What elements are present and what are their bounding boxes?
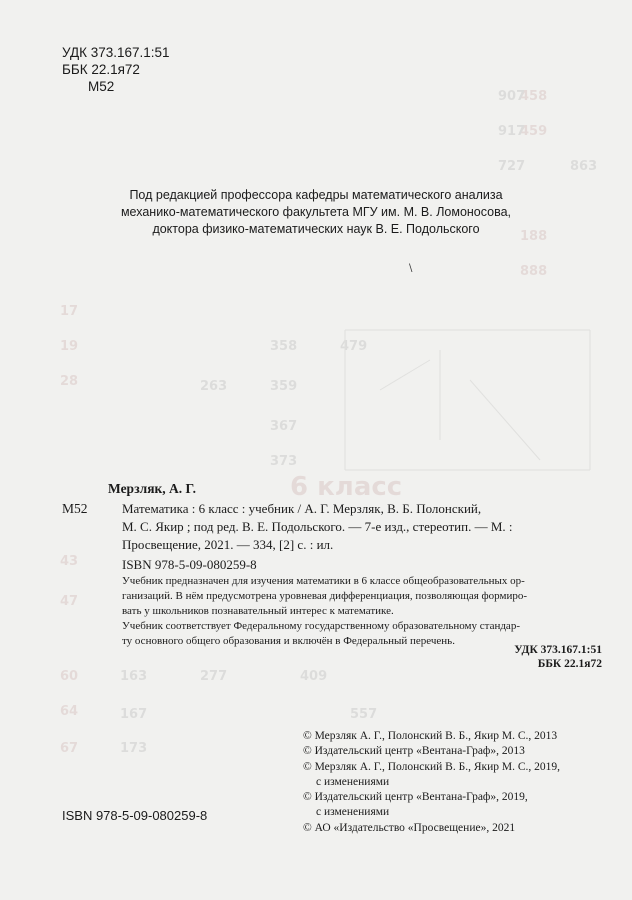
svg-text:64: 64 xyxy=(60,704,79,719)
annotation-line: ту основного общего образования и включён в Федеральный перечень. xyxy=(122,635,455,647)
svg-text:47: 47 xyxy=(60,594,79,609)
svg-text:917: 917 xyxy=(498,124,526,139)
svg-text:167: 167 xyxy=(120,707,148,722)
svg-text:459: 459 xyxy=(520,124,548,139)
svg-text:163: 163 xyxy=(120,669,148,684)
annotation xyxy=(122,574,605,649)
svg-text:727: 727 xyxy=(498,159,526,174)
copyright-line: © Мерзляк А. Г., Полонский В. Б., Якир М. С., 2019, xyxy=(303,760,560,773)
editor-line: Под редакцией профессора кафедры математического анализа xyxy=(129,188,503,202)
description-line: Математика : 6 класс : учебник / А. Г. Мерзляк, В. Б. Полонский, xyxy=(122,501,482,516)
copyright-block xyxy=(303,729,560,836)
footer-classification-codes xyxy=(514,643,602,671)
copyright-line: © Мерзляк А. Г., Полонский В. Б., Якир М. С., 2013 xyxy=(303,730,558,742)
svg-text:409: 409 xyxy=(300,669,328,684)
svg-text:60: 60 xyxy=(60,669,79,684)
catalog-author-mark: М52 xyxy=(62,501,88,516)
description-line: Просвещение, 2021. — 334, [2] с. : ил. xyxy=(122,537,334,552)
copyright-line: © Издательский центр «Вентана-Граф», 2019, xyxy=(303,791,528,804)
footer-udk: УДК 373.167.1:51 xyxy=(514,644,602,656)
svg-text:6 класс: 6 класс xyxy=(290,472,403,502)
annotation-line: Учебник соответствует Федеральному государственному образовательному стандар- xyxy=(122,620,520,632)
svg-text:907: 907 xyxy=(498,89,526,104)
editor-line: механико-математического факультета МГУ им. М. В. Ломоносова, xyxy=(120,205,512,219)
svg-text:367: 367 xyxy=(270,419,298,434)
svg-text:173: 173 xyxy=(120,741,148,756)
description-line: М. С. Якир ; под ред. В. Е. Подольского. — 7-е изд., стереотип. — М. : xyxy=(122,519,513,534)
copyright-continuation: с изменениями xyxy=(316,775,390,788)
svg-text:43: 43 xyxy=(60,554,79,569)
copyright-line: © Издательский центр «Вентана-Граф», 2013 xyxy=(303,745,525,758)
bbk-code: ББК 22.1я72 xyxy=(62,62,140,77)
classification-codes xyxy=(62,44,170,95)
editor-note xyxy=(40,187,592,238)
svg-text:17: 17 xyxy=(60,304,79,319)
editor-line: доктора физико-математических наук В. Е. Подольского xyxy=(152,222,480,236)
svg-text:28: 28 xyxy=(60,374,79,389)
copyright-continuation: с изменениями xyxy=(316,806,390,819)
author-mark: М52 xyxy=(88,79,115,94)
catalog-isbn: ISBN 978-5-09-080259-8 xyxy=(122,557,257,572)
catalog-description xyxy=(122,500,605,554)
udk-code: УДК 373.167.1:51 xyxy=(62,45,170,60)
svg-text:67: 67 xyxy=(60,741,79,756)
svg-text:479: 479 xyxy=(340,339,368,354)
annotation-line: Учебник предназначен для изучения математики в 6 классе общеобразовательных ор- xyxy=(122,575,525,587)
isbn-bottom: ISBN 978-5-09-080259-8 xyxy=(62,808,208,823)
svg-text:19: 19 xyxy=(60,339,79,354)
annotation-line: ганизаций. В нём предусмотрена уровневая дифференциация, позволяющая формиро- xyxy=(122,590,528,602)
annotation-line: вать у школьников познавательный интерес к математике. xyxy=(122,605,394,617)
svg-text:358: 358 xyxy=(270,339,298,354)
footer-bbk: ББК 22.1я72 xyxy=(537,658,602,670)
svg-text:863: 863 xyxy=(570,159,598,174)
svg-text:373: 373 xyxy=(270,454,298,469)
svg-text:888: 888 xyxy=(520,264,548,279)
catalog-author: Мерзляк, А. Г. xyxy=(108,481,197,496)
svg-text:359: 359 xyxy=(270,379,298,394)
svg-text:458: 458 xyxy=(520,89,548,104)
svg-text:263: 263 xyxy=(200,379,228,394)
svg-text:277: 277 xyxy=(200,669,228,684)
svg-text:557: 557 xyxy=(350,707,378,722)
stray-mark: \ xyxy=(409,263,413,274)
svg-text:188: 188 xyxy=(520,229,548,244)
copyright-line: © АО «Издательство «Просвещение», 2021 xyxy=(303,821,516,834)
